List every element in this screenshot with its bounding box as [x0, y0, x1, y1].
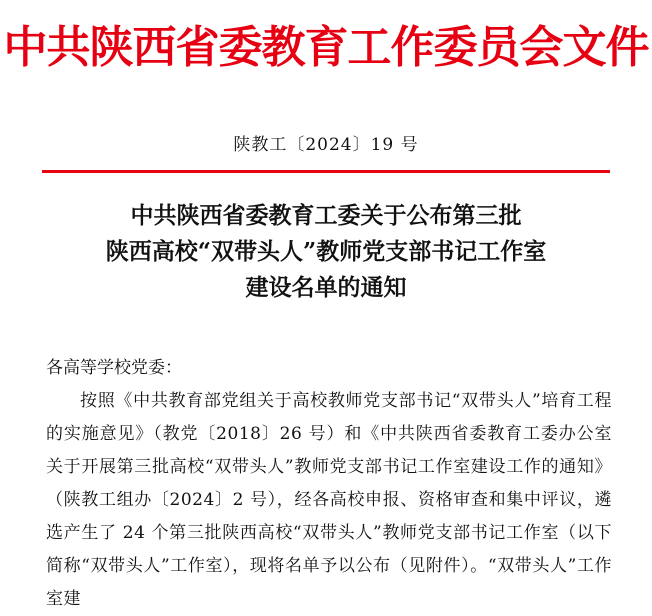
notice-title [0, 198, 652, 306]
title-line-2: 陕西高校“双带头人”教师党支部书记工作室 [105, 238, 547, 265]
addressee: 各高等学校党委： [46, 358, 182, 378]
masthead-title: 中共陕西省委教育工作委员会文件 [3, 22, 649, 73]
body-paragraph: 按照《中共教育部党组关于高校教师党支部书记“双带头人”培育工程的实施意见》（教党〔2018〕26 号）和《中共陕西省委教育工委办公室关于开展第三批高校“双带头人”教师党支部书记工作室建设工作的通知》（陕教工组办〔2024〕2 号），经各高校申报、资格审查和集中评议，遴选产生了 24 个第三批陕西高校“双带头人”教师党支部书记工作室（以下简称“双带头人”工作室），现将名单予以公布（见附件）。“双带头人”工作室建 [46, 391, 612, 609]
title-line-3: 建设名单的通知 [245, 274, 407, 301]
red-divider-line [42, 170, 610, 173]
document-number: 陕教工〔2024〕19 号 [233, 135, 419, 155]
notice-body [46, 352, 612, 616]
title-line-1: 中共陕西省委教育工委关于公布第三批 [130, 202, 522, 229]
